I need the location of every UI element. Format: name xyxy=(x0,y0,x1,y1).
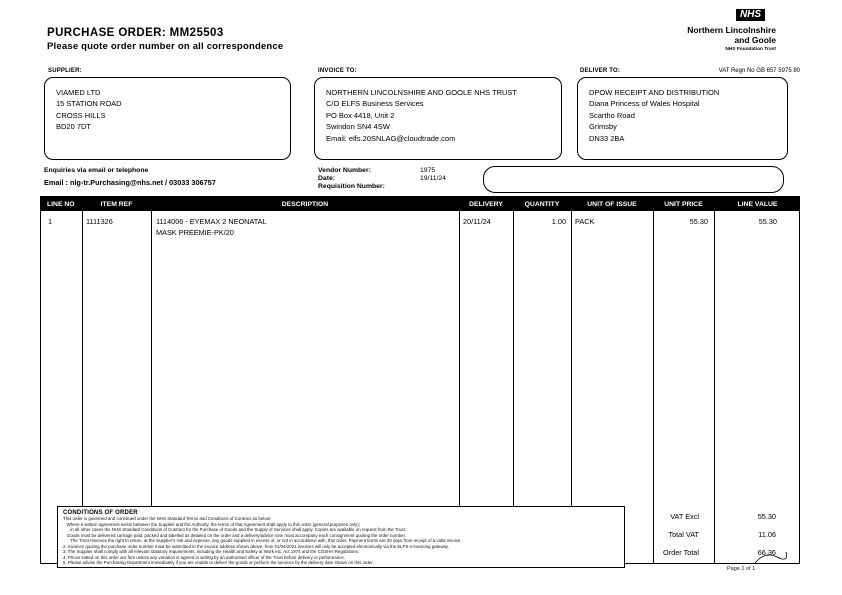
requisition-number-label: Requisition Number: xyxy=(318,183,385,190)
enquiries-contact: Email : nlg-tr.Purchasing@nhs.net / 03033 306757 xyxy=(44,178,216,187)
page-curl-mark xyxy=(753,549,787,565)
page-number: Page 1 of 1 xyxy=(727,566,756,572)
nhs-logo-icon: NHS xyxy=(736,9,765,21)
vendor-number-value: 1975 xyxy=(420,167,436,174)
conditions-of-order-box xyxy=(57,506,625,568)
invoice-line: NORTHERN LINCOLNSHIRE AND GOOLE NHS TRUST xyxy=(326,88,518,97)
col-header-line-value: LINE VALUE xyxy=(737,200,778,208)
supplier-address-box xyxy=(44,77,291,160)
order-total-value: 66.36 xyxy=(757,548,776,557)
deliver-line: DN33 2BA xyxy=(589,133,625,143)
trust-type: NHS Foundation Trust xyxy=(725,47,776,52)
trust-name-line2: and Goole xyxy=(734,34,776,45)
conditions-line: Where a written agreement exists between the Supplier and the Authority, the terms of that Agreement shall apply to this order (general purposes only); xyxy=(63,521,360,527)
trust-name-block xyxy=(687,26,776,52)
vendor-number-label: Vendor Number: xyxy=(318,167,371,174)
deliver-to-label: DELIVER TO: xyxy=(580,68,621,74)
column-divider xyxy=(513,211,514,507)
col-header-unit-price: UNIT PRICE xyxy=(664,200,703,208)
total-vat-label: Total VAT xyxy=(668,530,699,539)
conditions-line: Goods must be delivered carriage paid, packed and labelled as detailed on the order and a delivery/advice note must accompany each consignment quoting the order number. xyxy=(63,532,406,538)
invoice-line: PO Box 4418, Unit 2 xyxy=(326,110,395,120)
supplier-line: VIAMED LTD xyxy=(56,88,101,97)
po-subtitle: Please quote order number on all correspondence xyxy=(47,41,284,52)
invoice-line: C/O ELFS Business Services xyxy=(326,99,424,109)
col-header-description: DESCRIPTION xyxy=(281,200,329,208)
deliver-address-box xyxy=(577,77,788,160)
invoice-address-box xyxy=(314,77,562,160)
table-row xyxy=(41,211,799,238)
cell-delivery: 20/11/24 xyxy=(463,217,491,226)
po-number-title: PURCHASE ORDER: MM25503 xyxy=(47,27,224,39)
trust-name-line1: Northern Lincolnshire xyxy=(687,25,776,35)
total-vat-value: 11.06 xyxy=(758,530,776,539)
cell-line-value: 55.30 xyxy=(758,217,777,226)
col-header-unit-of-issue: UNIT OF ISSUE xyxy=(587,200,637,208)
column-divider xyxy=(151,211,152,507)
col-header-line-no: LINE NO xyxy=(47,200,75,208)
conditions-line: 3. The Supplier shall comply with all relevant statutory requirements, including the Health and Safety at Work etc. Act 1974 and the COSHH Regulations. xyxy=(63,549,360,554)
conditions-line: This order is governed and construed under the NHS Standard Terms and Conditions of Contract as below: xyxy=(63,516,272,521)
table-header-row xyxy=(41,197,799,211)
deliver-line: Diana Princess of Wales Hospital xyxy=(589,99,700,109)
order-total-label: Order Total xyxy=(663,548,699,557)
supplier-line: 15 STATION ROAD xyxy=(56,99,122,109)
enquiries-heading: Enquiries via email or telephone xyxy=(44,167,149,174)
conditions-title: CONDITIONS OF ORDER xyxy=(63,510,138,516)
conditions-line: 6. Discrepancies must be reported to the Trust within 14 days of receipt. xyxy=(63,565,203,568)
description-line: 1114006 - EYEMAX 2 NEONATAL xyxy=(156,217,267,226)
reference-box-empty xyxy=(483,166,784,193)
col-header-item-ref: ITEM REF xyxy=(100,200,133,208)
deliver-line: Grimsby xyxy=(589,122,617,132)
date-label: Date: xyxy=(318,175,335,182)
invoice-line: Swindon SN4 4SW xyxy=(326,122,390,132)
cell-description xyxy=(151,216,459,238)
cell-unit-of-issue: PACK xyxy=(575,217,595,226)
column-divider xyxy=(459,211,460,507)
conditions-line: 2. Invoices quoting the purchase order number must be submitted to the Invoice address shown above; from 01/04/2021 invoices will only be accepted electronically via the ELFS e-invoicing gateway. xyxy=(63,543,450,549)
conditions-line: 5. Please advise the Purchasing Department immediately if you are unable to deliver the goods or perform the services by the delivery date shown on this order. xyxy=(63,560,374,565)
conditions-line: The Trust reserves the right to return, at the Supplier's risk and expense, any goods supplied in excess of, or not in accordance with, this order. Payment terms are 30 days from receipt of a valid invoice. xyxy=(63,538,462,543)
conditions-line: in all other cases the NHS Standard Conditions of Contract for the Purchase of Goods and the Supply of Services shall apply. Copies are available on request from the Trust. xyxy=(63,527,407,532)
cell-item-ref: 1111326 xyxy=(86,217,113,226)
column-divider xyxy=(82,211,83,507)
cell-unit-price: 55.30 xyxy=(689,217,708,226)
supplier-line: CROSS HILLS xyxy=(56,110,106,120)
conditions-line: 4. Prices stated on this order are firm unless any variation is agreed in writing by an authorised officer of the Trust before delivery or performance. xyxy=(63,554,346,560)
supplier-line: BD20 7DT xyxy=(56,122,92,132)
vat-registration-number: VAT Regn No GB 657 5975 80 xyxy=(718,68,800,74)
invoice-email: Email: elfs.20SNLAG@cloudtrade.com xyxy=(326,133,456,143)
deliver-line: Scartho Road xyxy=(589,110,635,120)
description-line: MASK PREEMIE-PK/20 xyxy=(156,228,234,237)
column-divider xyxy=(714,211,715,563)
cell-quantity: 1.00 xyxy=(551,217,566,226)
deliver-line: DPOW RECEIPT AND DISTRIBUTION xyxy=(589,88,720,97)
vat-excl-value: 55.30 xyxy=(757,512,776,521)
vat-excl-label: VAT Excl xyxy=(670,512,699,521)
date-value: 19/11/24 xyxy=(420,175,446,182)
cell-line-no: 1 xyxy=(48,217,53,226)
invoice-to-label: INVOICE TO: xyxy=(318,68,357,74)
supplier-label: SUPPLIER: xyxy=(48,68,82,74)
column-divider xyxy=(571,211,572,507)
col-header-quantity: QUANTITY xyxy=(524,200,560,208)
col-header-delivery: DELIVERY xyxy=(469,200,503,208)
column-divider xyxy=(653,211,654,563)
